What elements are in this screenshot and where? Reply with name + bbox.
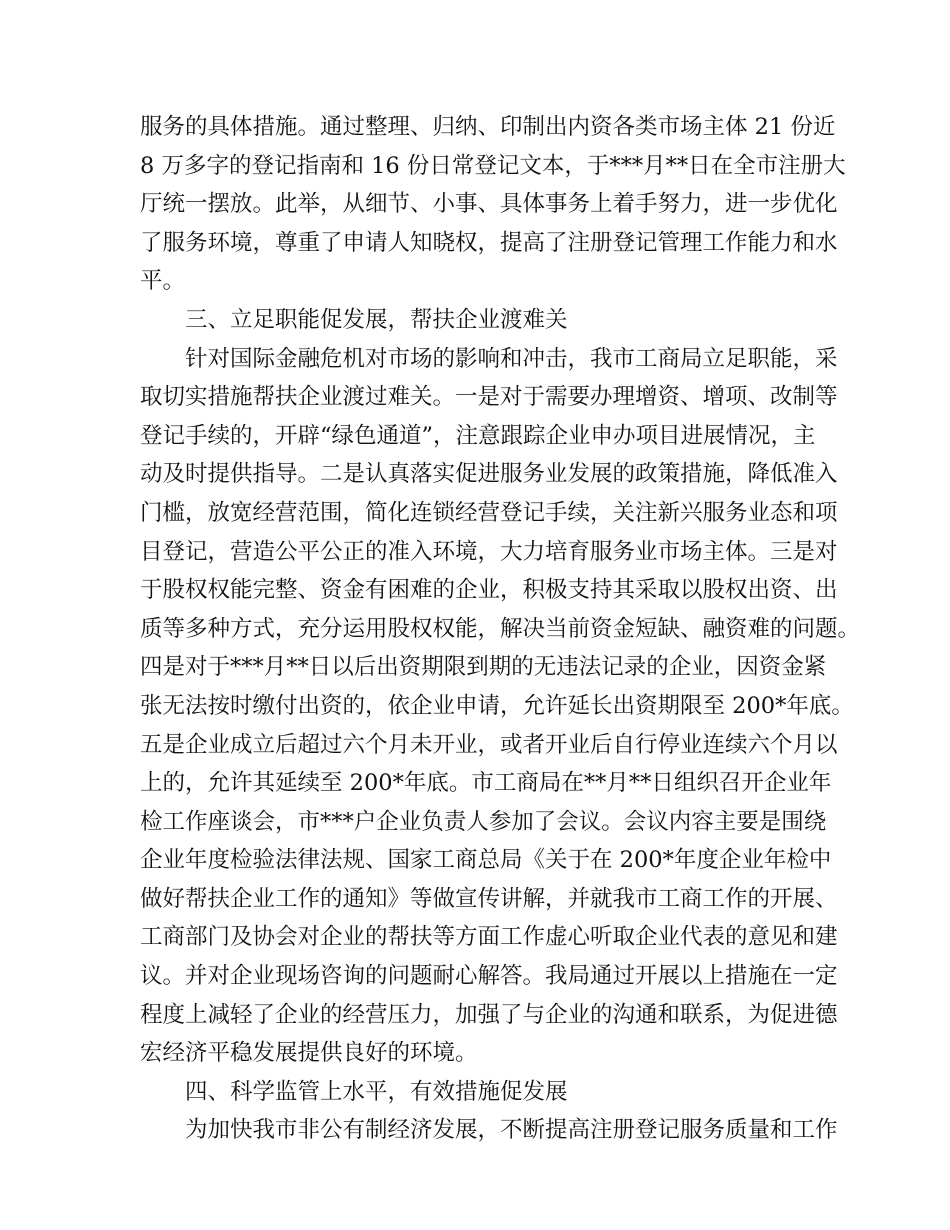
- text-line: 五是企业成立后超过六个月未开业，或者开业后自行停业连续六个月以: [140, 731, 838, 758]
- text-line: 了服务环境，尊重了申请人知晓权，提高了注册登记管理工作能力和水: [140, 229, 838, 256]
- text-line: 8 万多字的登记指南和 16 份日常登记文本，于***月**日在全市注册大: [140, 152, 846, 179]
- text-line: 目登记，营造公平公正的准入环境，大力培育服务业市场主体。三是对: [140, 538, 838, 565]
- paragraph-start: 为加快我市非公有制经济发展，不断提高注册登记服务质量和工作: [185, 1117, 838, 1144]
- text-line: 服务的具体措施。通过整理、归纳、印制出内资各类市场主体 21 份近: [140, 114, 836, 140]
- paragraph-start: 针对国际金融危机对市场的影响和冲击，我市工商局立足职能，采: [185, 345, 838, 372]
- section-heading: 三、立足职能促发展，帮扶企业渡难关: [185, 306, 568, 333]
- text-line: 议。并对企业现场咨询的问题耐心解答。我局通过开展以上措施在一定: [140, 963, 838, 990]
- text-line: 质等多种方式，充分运用股权权能，解决当前资金短缺、融资难的问题。: [140, 615, 861, 642]
- text-line: 登记手续的，开辟“绿色通道”，注意跟踪企业申办项目进展情况，主: [140, 422, 816, 449]
- text-line: 取切实措施帮扶企业渡过难关。一是对于需要办理增资、增项、改制等: [140, 384, 838, 411]
- text-line: 检工作座谈会，市***户企业负责人参加了会议。会议内容主要是围绕: [140, 808, 827, 835]
- text-line: 动及时提供指导。二是认真落实促进服务业发展的政策措施，降低准入: [140, 461, 838, 488]
- text-line: 于股权权能完整、资金有困难的企业，积极支持其采取以股权出资、出: [140, 577, 838, 604]
- text-line: 张无法按时缴付出资的，依企业申请，允许延长出资期限至 200*年底。: [140, 692, 854, 719]
- text-line: 做好帮扶企业工作的通知》等做宣传讲解，并就我市工商工作的开展、: [140, 885, 838, 912]
- text-line: 企业年度检验法律法规、国家工商总局《关于在 200*年度企业年检中: [140, 847, 832, 874]
- document-page: [140, 108, 861, 1150]
- text-line: 工商部门及协会对企业的帮扶等方面工作虚心听取企业代表的意见和建: [140, 924, 838, 951]
- text-line: 平。: [140, 268, 186, 295]
- text-line: 厅统一摆放。此举，从细节、小事、具体事务上着手努力，进一步优化: [140, 191, 838, 218]
- text-line: 宏经济平稳发展提供良好的环境。: [140, 1040, 478, 1067]
- text-line: 程度上减轻了企业的经营压力，加强了与企业的沟通和联系，为促进德: [140, 1001, 838, 1028]
- text-line: 四是对于***月**日以后出资期限到期的无违法记录的企业，因资金紧: [140, 654, 827, 681]
- section-heading: 四、科学监管上水平，有效措施促发展: [185, 1078, 568, 1105]
- text-line: 门槛，放宽经营范围，简化连锁经营登记手续，关注新兴服务业态和项: [140, 499, 838, 526]
- text-line: 上的，允许其延续至 200*年底。市工商局在**月**日组织召开企业年: [140, 770, 832, 797]
